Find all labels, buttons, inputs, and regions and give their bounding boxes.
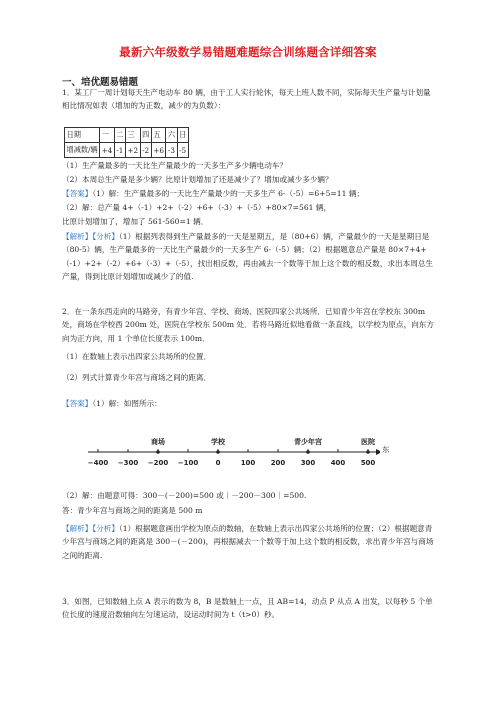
answer-text: （1）解：生产量最多的一天比生产量最少的一天多生产 6-（-5）=6+5=11 辆； <box>92 189 365 198</box>
place-label: 医院 <box>361 438 375 446</box>
table-row <box>65 128 189 143</box>
table-cell: 增减数/辆 <box>65 143 100 158</box>
place-marker <box>306 450 310 454</box>
answer-tag: 【答案】 <box>62 399 93 408</box>
q2-answer-2b: 答：青少年宫与商场之间的距离是 500 m <box>62 506 203 515</box>
q1-answer-2b: 比原计划增加了，增加了 561-560=1 辆． <box>62 217 209 226</box>
table-cell: 日期 <box>65 128 100 143</box>
q1-analysis <box>62 230 436 284</box>
q2-text: 2．在一条东西走向的马路旁，有青少年宫、学校、商场、医院四家公共场所．已知青少年宫在学校东 300m 处，商场在学校西 200m 处，医院在学校东 500m 处．若将马路近似地看做一条直线，以学校为原点，向东方向为正方向，用 1 个单位长度表示 100m． <box>62 307 434 343</box>
tick-label: 0 <box>215 459 221 467</box>
place-label: 商场 <box>151 438 165 446</box>
place-label: 青少年宫 <box>294 438 322 446</box>
place-marker <box>156 450 160 454</box>
tick-label: 400 <box>330 459 346 467</box>
tick-label: −300 <box>117 459 139 467</box>
q2-answer-2a: （2）解：由题意可得：300－(－200)=500 或｜－200－300｜=500. <box>62 491 307 500</box>
tick-label: 200 <box>270 459 286 467</box>
table-row <box>65 143 189 158</box>
table-cell: 四 <box>140 128 151 143</box>
place-label: 学校 <box>211 438 225 446</box>
q2-answer-1 <box>62 397 436 410</box>
analysis-text: （1）根据列表得到生产量最多的一天是星期五，是（80+6）辆，产量最少的一天是星期日是（80-5）辆，生产量最多的一天比生产量最少的一天多生产 6-（-5）辆；（2）根据题意总产量是 80×7+4+（-1）+2+（-2）+6+（-3）+（-5），找出相反数，再由减去一个数等于加上这个数的相反数，求出本周总生产量，得到比原计划增加或减少了的值. <box>62 232 434 282</box>
table-cell: 二 <box>114 128 125 143</box>
q1-answer-2a: （2）解：总产量 4+（-1）+2+（-2）+6+（-3）+（-5）+80×7=561 辆， <box>62 203 332 212</box>
q1-answer-1 <box>62 187 436 200</box>
place-marker <box>216 450 220 454</box>
q2-sub2: （2）列式计算青少年宫与商场之间的距离． <box>62 373 212 382</box>
axis-arrow <box>376 449 380 455</box>
tick-label: 500 <box>360 459 376 467</box>
tick-label: 100 <box>240 459 256 467</box>
tick-label: 300 <box>300 459 316 467</box>
number-line-figure <box>80 430 380 474</box>
q1-text: 1．某工厂一周计划每天生产电动车 80 辆，由于工人实行轮休，每天上班人数不同，实际每天生产量与计划量相比情况如表（增加的为正数，减少的为负数）： <box>62 88 431 111</box>
table-cell: 一 <box>100 128 115 143</box>
table-cell: +6 <box>151 143 166 158</box>
section-heading: 一、培优题易错题 <box>62 77 139 88</box>
answer-text: （1）解：如图所示： <box>92 399 162 408</box>
q1-sub2: （2）本周总生产量是多少辆？比原计划增加了还是减少了？增加或减少多少辆？ <box>62 175 333 184</box>
q1-table <box>64 127 189 158</box>
analysis-tag: 【解析】【分析】 <box>62 524 119 533</box>
place-marker <box>366 450 370 454</box>
table-cell: 六 <box>166 128 177 143</box>
q2-sub1: （1）在数轴上表示出四家公共场所的位置． <box>62 352 212 361</box>
table-cell: -2 <box>140 143 151 158</box>
answer-tag: 【答案】 <box>62 189 93 198</box>
page-title: 最新六年级数学易错题难题综合训练题含详细答案 <box>119 45 377 59</box>
table-cell: +4 <box>100 143 115 158</box>
table-cell: 三 <box>126 128 141 143</box>
table-cell: +2 <box>126 143 141 158</box>
tick-label: −100 <box>177 459 199 467</box>
q3-text: 3．如图，已知数轴上点 A 表示的数为 8，B 是数轴上一点，且 AB=14，动点 P 从点 A 出发，以每秒 5 个单位长度的速度沿数轴向左匀速运动，设运动时间为 t（t>0）秒。 <box>62 597 433 620</box>
axis-direction-label: 东 <box>382 445 390 454</box>
tick-label: −200 <box>147 459 169 467</box>
table-cell: 五 <box>151 128 166 143</box>
q2-analysis <box>62 522 436 562</box>
tick-label: −400 <box>87 459 109 467</box>
table-cell: 日 <box>177 128 188 143</box>
table-cell: -5 <box>177 143 188 158</box>
table-cell: -1 <box>114 143 125 158</box>
analysis-tag: 【解析】【分析】 <box>62 232 119 241</box>
analysis-text: （1）根据题意画出学校为原点的数轴，在数轴上表示出四家公共场所的位置；（2）根据题意青少年宫与商场之间的距离是 300－(－200)，再根据减去一个数等于加上这个数的相反数，求出青少年宫与商场之间的距离. <box>62 524 434 560</box>
table-cell: -3 <box>166 143 177 158</box>
q1-sub1: （1）生产量最多的一天比生产量最少的一天多生产多少辆电动车？ <box>62 161 288 170</box>
